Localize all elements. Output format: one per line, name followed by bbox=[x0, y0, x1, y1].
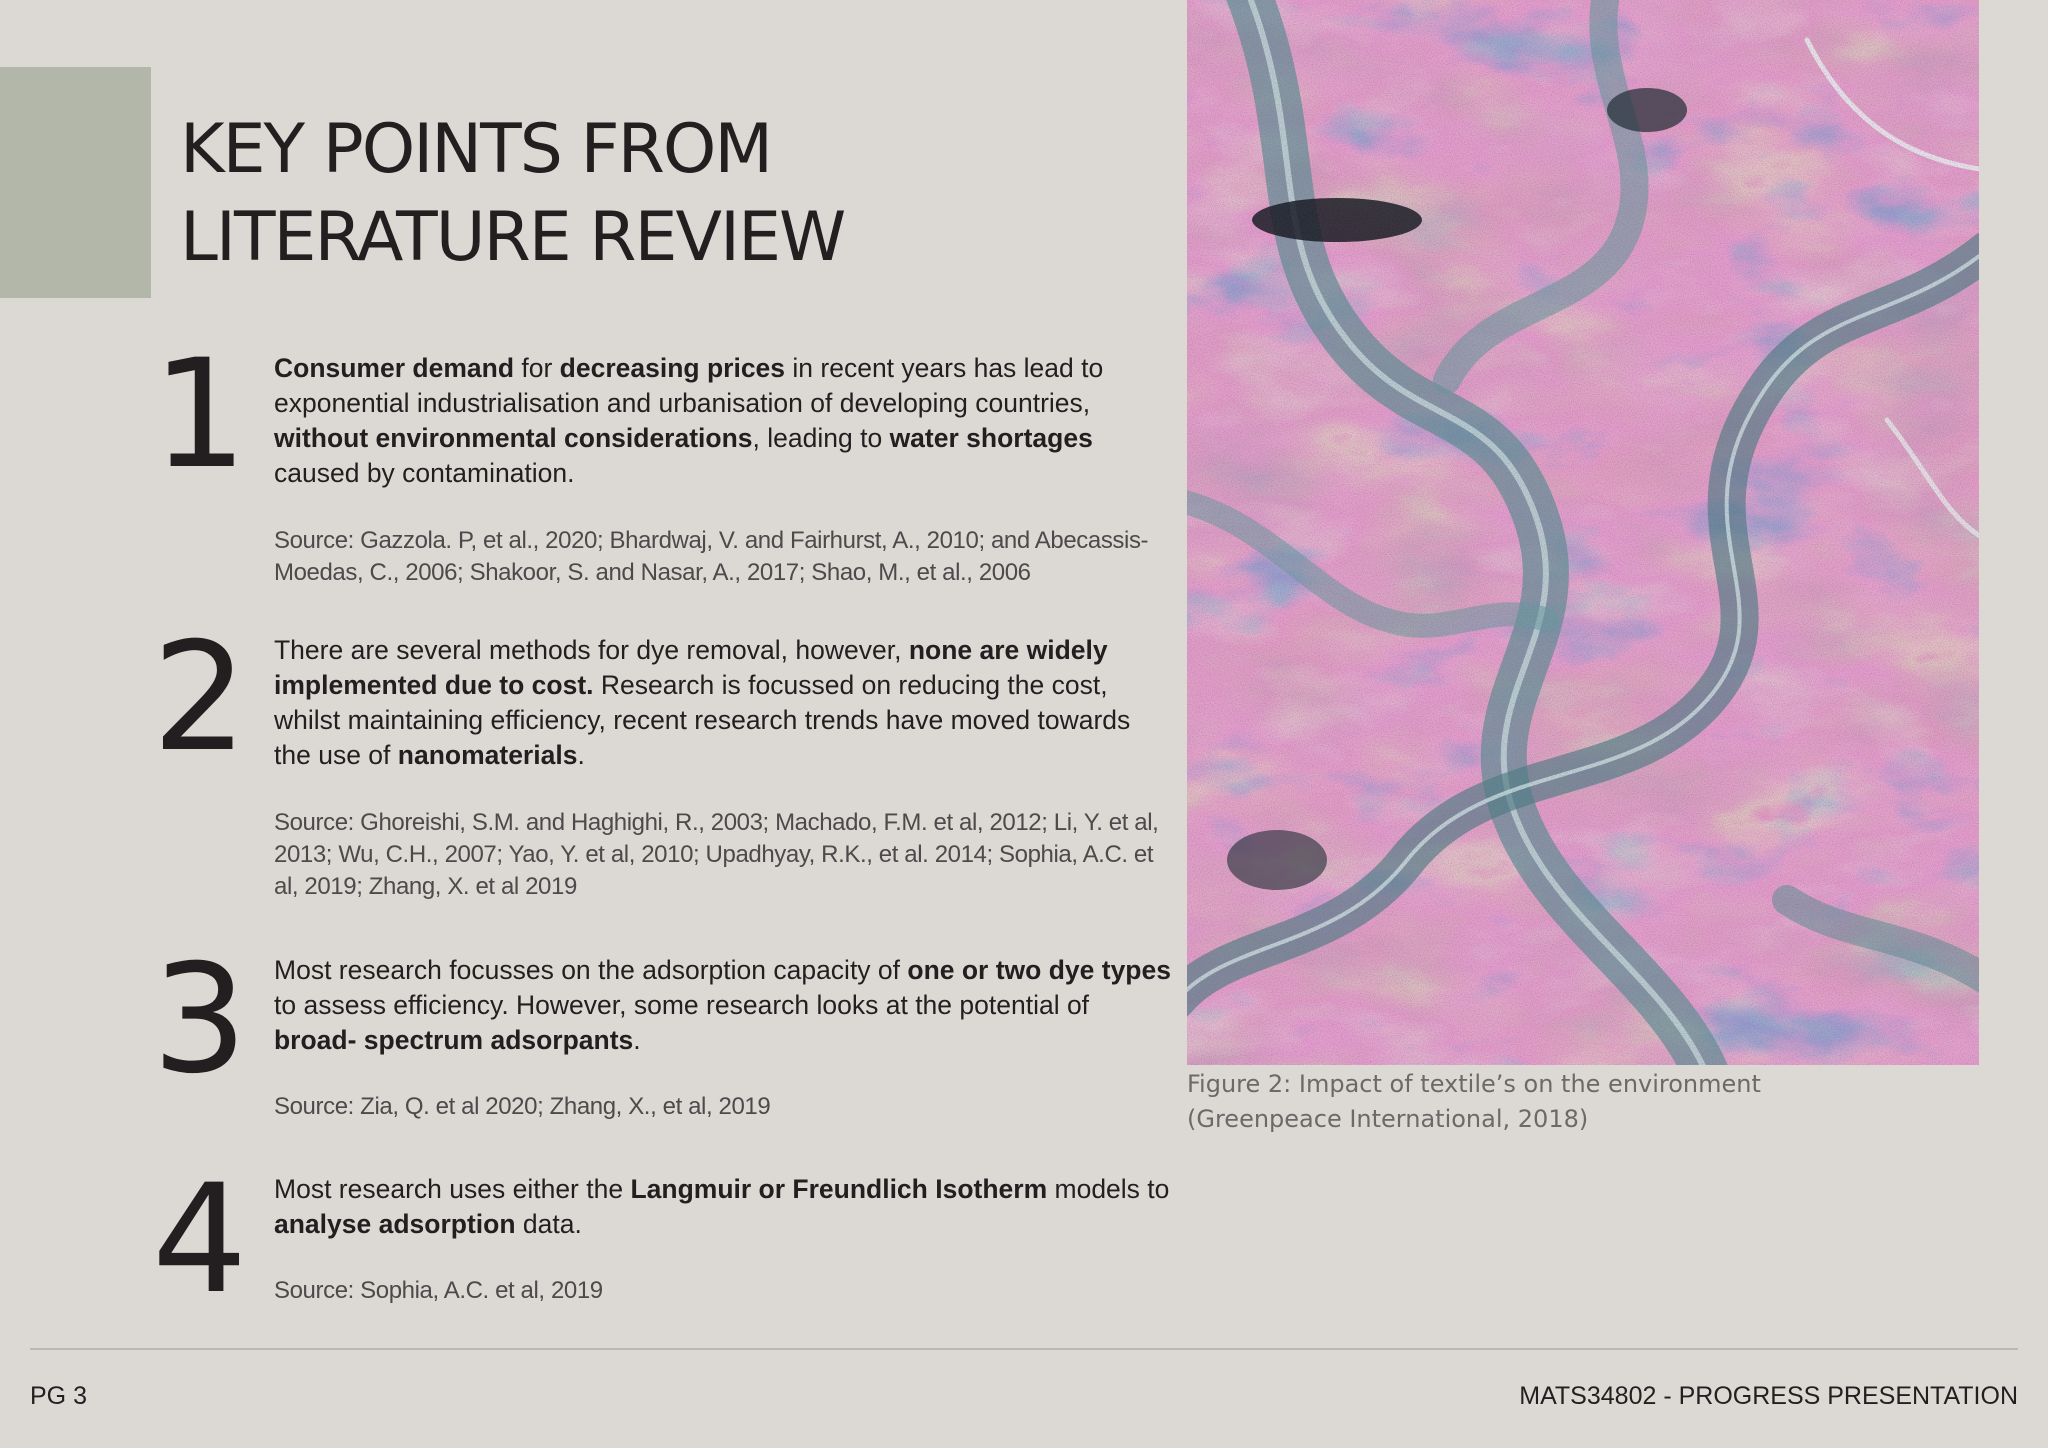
key-point-number-4: 4 bbox=[152, 1153, 248, 1327]
figure-caption-line-1: Figure 2: Impact of textile’s on the environment bbox=[1187, 1070, 1761, 1098]
page-title-line-1: KEY POINTS FROM bbox=[180, 110, 772, 189]
page-title-line-2: LITERATURE REVIEW bbox=[180, 198, 845, 277]
emphasis-text: Consumer demand bbox=[274, 353, 515, 383]
key-point-source-3: Source: Zia, Q. et al 2020; Zhang, X., et al, 2019 bbox=[274, 1093, 771, 1120]
footer-course-title: MATS34802 - PROGRESS PRESENTATION bbox=[1519, 1382, 2018, 1410]
footer-divider bbox=[30, 1348, 2018, 1350]
title-accent-block bbox=[0, 67, 151, 298]
body-text: data. bbox=[515, 1209, 582, 1239]
emphasis-text: broad- spectrum adsorpants bbox=[274, 1025, 634, 1055]
key-point-text-3 bbox=[274, 953, 1174, 1058]
body-text: for bbox=[514, 353, 560, 383]
pollution-photo bbox=[1187, 0, 1979, 1065]
emphasis-text: water shortages bbox=[889, 423, 1093, 453]
page-number: PG 3 bbox=[30, 1382, 87, 1410]
body-text: . bbox=[633, 1025, 641, 1055]
key-point-number-1: 1 bbox=[152, 328, 248, 502]
body-text: caused by contamination. bbox=[274, 458, 575, 488]
body-text: in recent years has lead to exponential industrialisation and urbanisation of developing countries, bbox=[274, 353, 1104, 418]
key-point-text-2 bbox=[274, 633, 1174, 773]
emphasis-text: Langmuir or Freundlich Isotherm bbox=[630, 1174, 1048, 1204]
body-text: Most research focusses on the adsorption capacity of bbox=[274, 955, 908, 985]
body-text: Most research uses either the bbox=[274, 1174, 631, 1204]
key-point-number-2: 2 bbox=[152, 611, 248, 785]
body-text: There are several methods for dye removal, however, bbox=[274, 635, 909, 665]
body-text: Research is focussed on reducing the cost, whilst maintaining efficiency, recent research trends have moved towards the use of bbox=[274, 670, 1131, 770]
page-title bbox=[180, 106, 844, 282]
emphasis-text: none are widely implemented due to cost. bbox=[274, 635, 1108, 700]
figure-caption bbox=[1187, 1067, 1947, 1137]
emphasis-text: nanomaterials bbox=[397, 740, 578, 770]
emphasis-text: analyse adsorption bbox=[274, 1209, 516, 1239]
body-text: models to bbox=[1047, 1174, 1170, 1204]
emphasis-text: one or two dye types bbox=[907, 955, 1171, 985]
key-point-text-4 bbox=[274, 1172, 1174, 1242]
body-text: to assess efficiency. However, some research looks at the potential of bbox=[274, 990, 1090, 1020]
key-point-source-2: Source: Ghoreishi, S.M. and Haghighi, R., 2003; Machado, F.M. et al, 2012; Li, Y. et al, 2013; Wu, C.H., 2007; Yao, Y. et al, 2010; Upadhyay, R.K., et al. 2014; Sophia, A.C. et al, 2019; Zhang, X. et al 2019 bbox=[274, 809, 1159, 900]
emphasis-text: decreasing prices bbox=[559, 353, 786, 383]
key-point-text-1 bbox=[274, 351, 1174, 491]
body-text: , leading to bbox=[752, 423, 890, 453]
key-point-source-1: Source: Gazzola. P, et al., 2020; Bhardwaj, V. and Fairhurst, A., 2010; and Abecassis-Moedas, C., 2006; Shakoor, S. and Nasar, A., 2017; Shao, M., et al., 2006 bbox=[274, 527, 1149, 586]
emphasis-text: without environmental considerations bbox=[274, 423, 753, 453]
figure-caption-line-2: (Greenpeace International, 2018) bbox=[1187, 1105, 1589, 1133]
key-point-source-4: Source: Sophia, A.C. et al, 2019 bbox=[274, 1277, 603, 1304]
body-text: . bbox=[577, 740, 585, 770]
key-point-number-3: 3 bbox=[152, 933, 248, 1107]
